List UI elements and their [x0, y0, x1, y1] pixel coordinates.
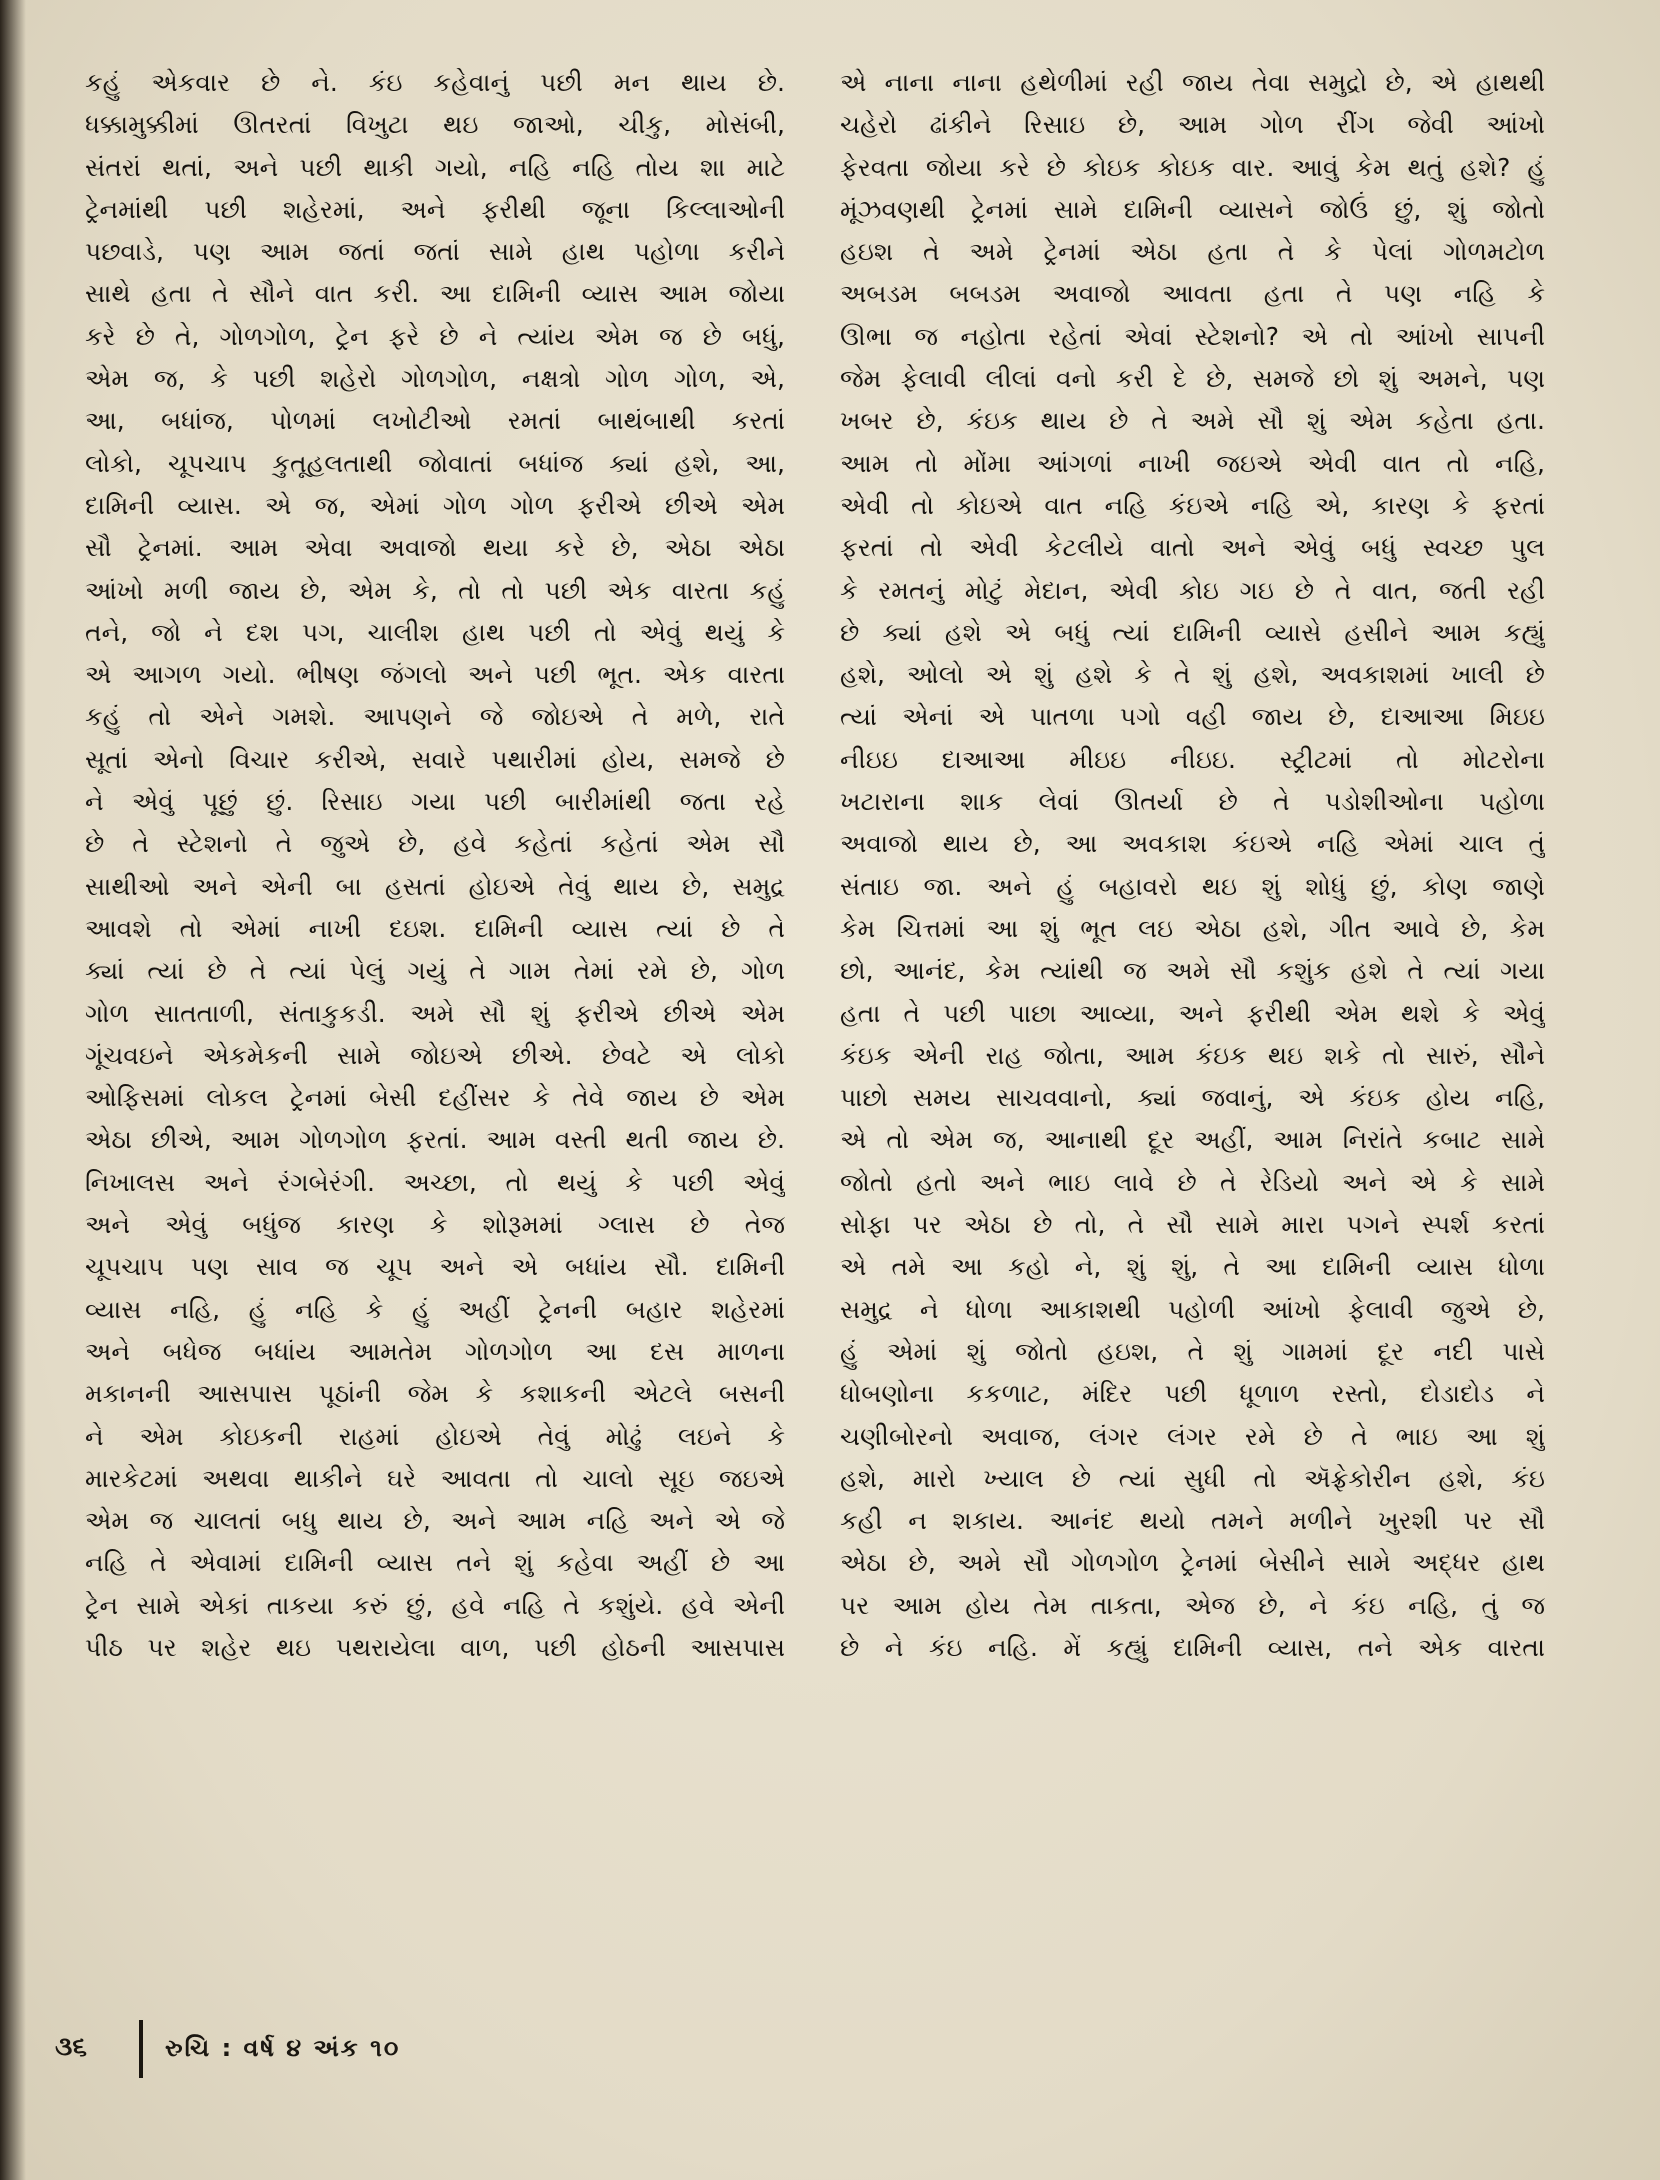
text-line: ત્યાં એનાં એ પાતળા પગો વહી જાય છે, દાઆઆ મિઇઇ — [840, 702, 1545, 732]
page-number: ૩૬ — [55, 2032, 87, 2062]
text-line: કહું તો એને ગમશે. આપણને જે જોઇએ તે મળે, રાતે — [85, 702, 785, 732]
text-line: કરે છે તે, ગોળગોળ, ટ્રેન ફરે છે ને ત્યાંય એમ જ છે બધું, — [85, 321, 785, 351]
page-edge-shadow — [0, 0, 26, 2180]
text-line: કંઇક એની રાહ જોતા, આમ કંઇક થઇ શકે તો સારું, સૌને — [840, 1040, 1545, 1070]
text-line: એઠા છીએ, આમ ગોળગોળ ફરતાં. આમ વસ્તી થતી જાય છે. — [85, 1125, 785, 1155]
text-line: સાથે હતા તે સૌને વાત કરી. આ દામિની વ્યાસ આમ જોયા — [85, 279, 785, 309]
page-footer — [55, 2020, 855, 2080]
text-line: અને બધેજ બધાંય આમતેમ ગોળગોળ આ દસ માળના — [85, 1336, 785, 1366]
text-line: હતા તે પછી પાછા આવ્યા, અને ફરીથી એમ થશે કે એવું — [840, 998, 1545, 1028]
text-line: સૂતાં એનો વિચાર કરીએ, સવારે પથારીમાં હોય, સમજે છે — [85, 744, 785, 774]
magazine-issue-label: રુચિ : વર્ષ ૪ અંક ૧૦ — [165, 2034, 401, 2062]
text-line: ને એવું પૂછું છું. રિસાઇ ગયા પછી બારીમાંથી જતા રહે — [85, 787, 785, 817]
text-line: આમ તો મોંમા આંગળાં નાખી જઇએ એવી વાત તો નહિ, — [840, 448, 1545, 478]
text-line: એમ જ, કે પછી શહેરો ગોળગોળ, નક્ષત્રો ગોળ ગોળ, એ, — [85, 364, 785, 394]
text-line: મારકેટમાં અથવા થાકીને ઘરે આવતા તો ચાલો સૂઇ જઇએ — [85, 1463, 785, 1493]
text-line: અવાજો થાય છે, આ અવકાશ કંઇએ નહિ એમાં ચાલ તું — [840, 829, 1545, 859]
text-line: પછવાડે, પણ આમ જતાં જતાં સામે હાથ પહોળા કરીને — [85, 237, 785, 267]
text-line: ચહેરો ઢાંકીને રિસાઇ છે, આમ ગોળ રીંગ જેવી આંખો — [840, 110, 1545, 140]
text-line: દામિની વ્યાસ. એ જ, એમાં ગોળ ગોળ ફરીએ છીએ એમ — [85, 490, 785, 520]
text-line: જોતો હતો અને ભાઇ લાવે છે તે રેડિયો અને એ કે સામે — [840, 1167, 1545, 1197]
text-line: નહિ તે એવામાં દામિની વ્યાસ તને શું કહેવા અહીં છે આ — [85, 1548, 785, 1578]
text-line: છે ક્યાં હશે એ બધું ત્યાં દામિની વ્યાસે હસીને આમ કહ્યું — [840, 617, 1545, 647]
text-line: એ તમે આ કહો ને, શું શું, તે આ દામિની વ્યાસ ધોળા — [840, 1252, 1545, 1282]
text-line: સમુદ્ર ને ધોળા આકાશથી પહોળી આંખો ફેલાવી જુએ છે, — [840, 1294, 1545, 1324]
text-line: સંતરાં થતાં, અને પછી થાકી ગયો, નહિ નહિ તોય શા માટે — [85, 152, 785, 182]
text-line: ઊભા જ નહોતા રહેતાં એવાં સ્ટેશનો? એ તો આંખો સાપની — [840, 321, 1545, 351]
right-text-column — [840, 62, 1545, 1669]
text-line: સોફા પર એઠા છે તો, તે સૌ સામે મારા પગને સ્પર્શ કરતાં — [840, 1210, 1545, 1240]
text-line: પીઠ પર શહેર થઇ પથરાયેલા વાળ, પછી હોઠની આસપાસ — [85, 1632, 785, 1662]
text-line: લોકો, ચૂપચાપ કુતૂહલતાથી જોવાતાં બધાંજ ક્યાં હશે, આ, — [85, 448, 785, 478]
text-line: ક્યાં ત્યાં છે તે ત્યાં પેલું ગયું તે ગામ તેમાં રમે છે, ગોળ — [85, 956, 785, 986]
text-line: હઇશ તે અમે ટ્રેનમાં એઠા હતા તે કે પેલાં ગોળમટોળ — [840, 237, 1545, 267]
text-line: ચણીબોરનો અવાજ, લંગર લંગર રમે છે તે ભાઇ આ શું — [840, 1421, 1545, 1451]
text-line: ધક્કામુક્કીમાં ઊતરતાં વિખુટા થઇ જાઓ, ચીકુ, મોસંબી, — [85, 110, 785, 140]
text-line: ગોળ સાતતાળી, સંતાકુકડી. અમે સૌ શું ફરીએ છીએ એમ — [85, 998, 785, 1028]
text-line: એ આગળ ગયો. ભીષણ જંગલો અને પછી ભૂત. એક વારતા — [85, 660, 785, 690]
text-line: નીઇઇ દાઆઆ મીઇઇ નીઇઇ. સ્ટ્રીટમાં તો મોટરોના — [840, 744, 1545, 774]
text-line: પર આમ હોય તેમ તાકતા, એજ છે, ને કંઇ નહિ, તું જ — [840, 1590, 1545, 1620]
text-line: એમ જ ચાલતાં બધુ થાય છે, અને આમ નહિ અને એ જે — [85, 1506, 785, 1536]
text-line: કહું એકવાર છે ને. કંઇ કહેવાનું પછી મન થાય છે. — [85, 68, 785, 97]
text-line: સૌ ટ્રેનમાં. આમ એવા અવાજો થયા કરે છે, એઠા એઠા — [85, 533, 785, 563]
text-line: એઠા છે, અમે સૌ ગોળગોળ ટ્રેનમાં બેસીને સામે અદ્ધર હાથ — [840, 1548, 1545, 1578]
text-line: ગૂંચવઇને એકમેકની સામે જોઇએ છીએ. છેવટે એ લોકો — [85, 1040, 785, 1070]
text-line: હું એમાં શું જોતો હઇશ, તે શું ગામમાં દૂર નદી પાસે — [840, 1336, 1545, 1366]
text-line: નિખાલસ અને રંગબેરંગી. અચ્છા, તો થયું કે પછી એવું — [85, 1167, 785, 1197]
text-line: ધોબણોના કકળાટ, મંદિર પછી ધૂળાળ રસ્તો, દોડાદોડ ને — [840, 1379, 1545, 1409]
text-line: ને એમ કોઇકની રાહમાં હોઇએ તેવું મોઢું લઇને કે — [85, 1421, 785, 1451]
text-line: છે ને કંઇ નહિ. મેં કહ્યું દામિની વ્યાસ, તને એક વારતા — [840, 1632, 1545, 1662]
text-line: મૂંઝવણથી ટ્રેનમાં સામે દામિની વ્યાસને જોઉં છું, શું જોતો — [840, 194, 1545, 224]
text-line: કેમ ચિત્તમાં આ શું ભૂત લઇ એઠા હશે, ગીત આવે છે, કેમ — [840, 913, 1545, 943]
text-line: તને, જો ને દશ પગ, ચાલીશ હાથ પછી તો એવું થયું કે — [85, 617, 785, 647]
footer-divider — [139, 2020, 143, 2078]
text-line: આંખો મળી જાય છે, એમ કે, તો તો પછી એક વારતા કહું — [85, 575, 785, 605]
text-line: એ તો એમ જ, આનાથી દૂર અહીં, આમ નિરાંતે કબાટ સામે — [840, 1125, 1545, 1155]
text-line: ફરતાં તો એવી કેટલીયે વાતો અને એવું બધું સ્વચ્છ પુલ — [840, 533, 1545, 563]
text-line: હશે, મારો ખ્યાલ છે ત્યાં સુધી તો ઍફ્રેકોરીન હશે, કંઇ — [840, 1463, 1545, 1493]
text-line: ટ્રેનમાંથી પછી શહેરમાં, અને ફરીથી જૂના કિલ્લાઓની — [85, 194, 785, 224]
text-line: અને એવું બધુંજ કારણ કે શોરૂમમાં ગ્લાસ છે તેજ — [85, 1210, 785, 1240]
text-line: ખટારાના શાક લેવાં ઊતર્યા છે તે પડોશીઓના પહોળા — [840, 787, 1545, 817]
text-line: કહી ન શકાય. આનંદ થયો તમને મળીને ખુરશી પર સૌ — [840, 1506, 1545, 1536]
text-line: ટ્રેન સામે એકાં તાકયા કરું છું, હવે નહિ તે કશુંયે. હવે એની — [85, 1590, 785, 1620]
text-line: પાછો સમય સાચવવાનો, ક્યાં જવાનું, એ કંઇક હોય નહિ, — [840, 1083, 1545, 1113]
text-line: મકાનની આસપાસ પૂઠાંની જેમ કે કશાકની એટલે બસની — [85, 1379, 785, 1409]
text-line: આવશે તો એમાં નાખી દઇશ. દામિની વ્યાસ ત્યાં છે તે — [85, 913, 785, 943]
text-line: જેમ ફેલાવી લીલાં વનો કરી દે છે, સમજે છો શું અમને, પણ — [840, 364, 1545, 394]
text-line: અબડમ બબડમ અવાજો આવતા હતા તે પણ નહિ કે — [840, 279, 1545, 309]
text-line: હશે, ઓલો એ શું હશે કે તે શું હશે, અવકાશમાં ખાલી છે — [840, 660, 1545, 690]
text-line: ફેરવતા જોયા કરે છે કોઇક કોઇક વાર. આવું કેમ થતું હશે? હું — [840, 152, 1545, 182]
text-line: સંતાઇ જા. અને હું બહાવરો થઇ શું શોધું છું, કોણ જાણે — [840, 871, 1545, 901]
text-line: એ નાના નાના હથેળીમાં રહી જાય તેવા સમુદ્રો છે, એ હાથથી — [840, 68, 1545, 97]
text-line: ખબર છે, કંઇક થાય છે તે અમે સૌ શું એમ કહેતા હતા. — [840, 406, 1545, 436]
text-line: એવી તો કોઇએ વાત નહિ કંઇએ નહિ એ, કારણ કે ફરતાં — [840, 490, 1545, 520]
text-line: આ, બધાંજ, પોળમાં લખોટીઓ રમતાં બાથંબાથી કરતાં — [85, 406, 785, 436]
text-line: છે તે સ્ટેશનો તે જુએ છે, હવે કહેતાં કહેતાં એમ સૌ — [85, 829, 785, 859]
text-line: છો, આનંદ, કેમ ત્યાંથી જ અમે સૌ કશુંક હશે તે ત્યાં ગયા — [840, 956, 1545, 986]
text-line: ઓફિસમાં લોકલ ટ્રેનમાં બેસી દહીંસર કે તેવે જાય છે એમ — [85, 1083, 785, 1113]
text-line: સાથીઓ અને એની બા હસતાં હોઇએ તેવું થાય છે, સમુદ્ર — [85, 871, 785, 901]
text-line: કે રમતનું મોટું મેદાન, એવી કોઇ ગઇ છે તે વાત, જતી રહી — [840, 575, 1545, 605]
text-line: વ્યાસ નહિ, હું નહિ કે હું અહીં ટ્રેનની બહાર શહેરમાં — [85, 1294, 785, 1324]
text-line: ચૂપચાપ પણ સાવ જ ચૂપ અને એ બધાંય સૌ. દામિની — [85, 1252, 785, 1282]
left-text-column — [85, 62, 785, 1669]
